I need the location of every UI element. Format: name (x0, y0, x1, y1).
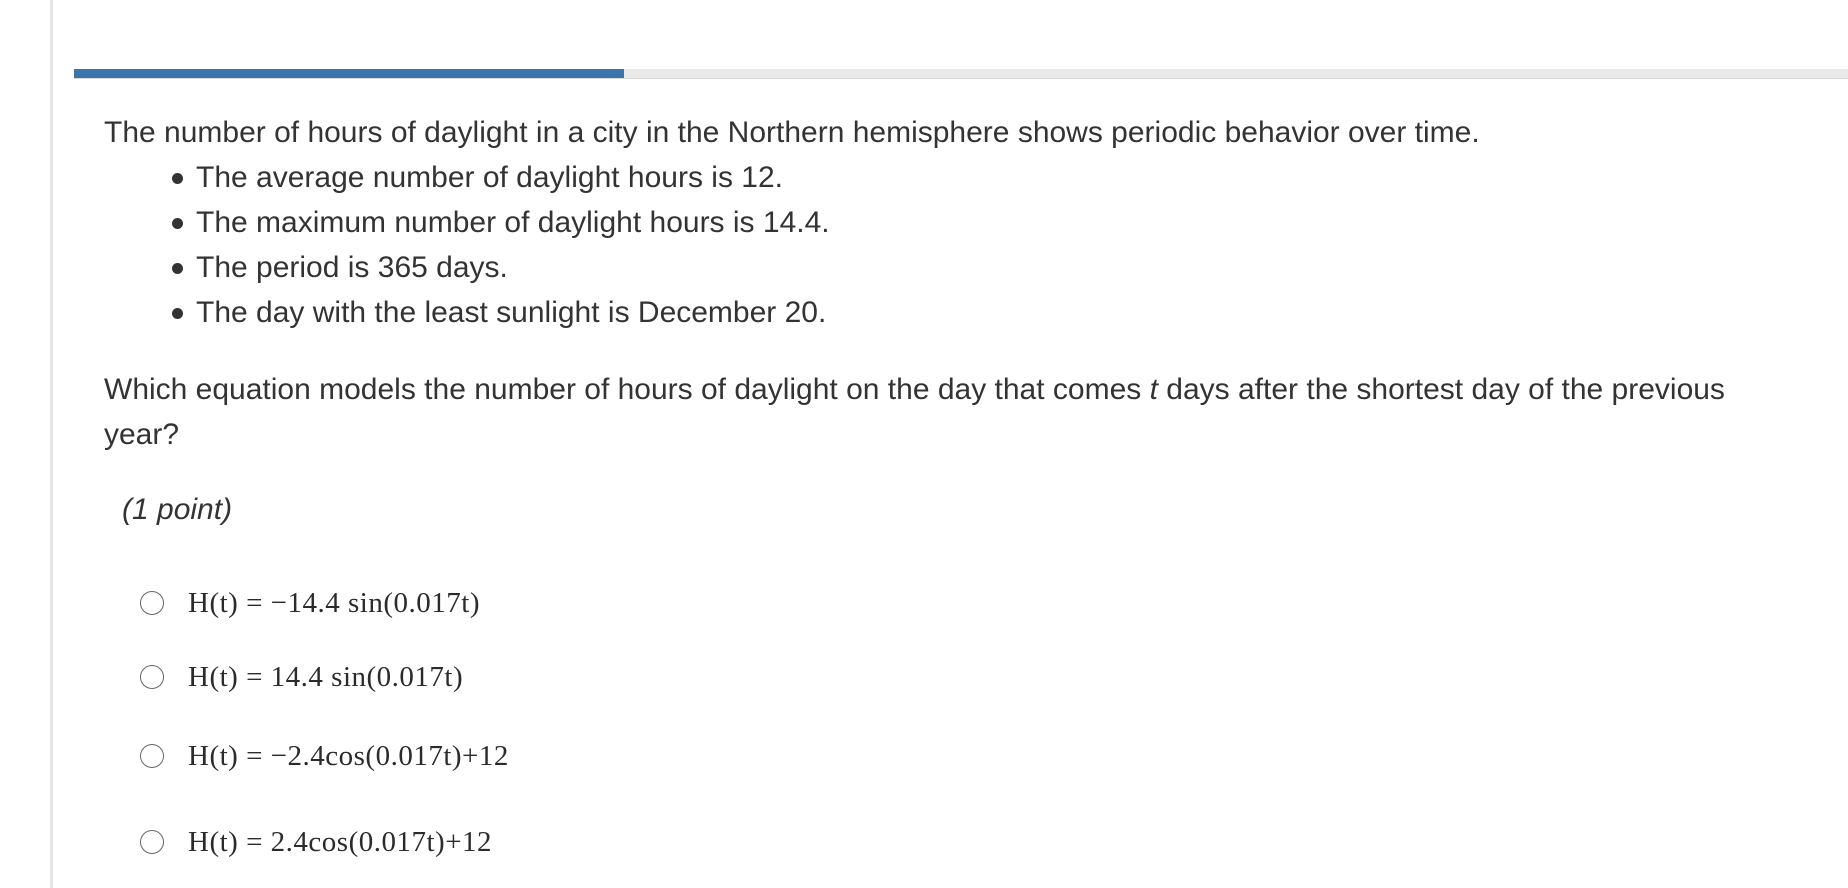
point-value: (1 point) (122, 493, 233, 526)
fact-text: The period is 365 days. (196, 251, 508, 284)
fact-item (196, 155, 1804, 200)
question-block (104, 110, 1804, 532)
answer-option-1[interactable] (140, 583, 480, 623)
radio-button[interactable] (140, 591, 164, 615)
page-left-border (50, 0, 53, 888)
fact-text: The average number of daylight hours is 12. (196, 161, 784, 194)
progress-bar (74, 69, 1848, 79)
prompt-text-start: Which equation models the number of hours of daylight on the day that comes (104, 373, 1150, 406)
radio-button[interactable] (140, 744, 164, 768)
option-formula: H(t) = −2.4cos(0.017t)+12 (188, 739, 509, 772)
facts-list (104, 155, 1804, 335)
option-formula: H(t) = 2.4cos(0.017t)+12 (188, 825, 493, 858)
bullet-icon (172, 218, 183, 229)
question-prompt (104, 367, 1804, 457)
fact-item (196, 245, 1804, 290)
radio-button[interactable] (140, 830, 164, 854)
bullet-icon (172, 308, 183, 319)
question-intro: The number of hours of daylight in a city in the Northern hemisphere shows periodic behavior over time. (104, 116, 1480, 149)
answer-option-3[interactable] (140, 736, 509, 776)
option-formula: H(t) = −14.4 sin(0.017t) (188, 586, 480, 619)
progress-bar-fill (74, 69, 624, 78)
fact-item (196, 290, 1804, 335)
fact-text: The day with the least sunlight is December 20. (196, 296, 827, 329)
option-formula: H(t) = 14.4 sin(0.017t) (188, 660, 464, 693)
prompt-text-end: days after the shortest day of the previous year? (104, 373, 1725, 451)
radio-button[interactable] (140, 665, 164, 689)
fact-text: The maximum number of daylight hours is 14.4. (196, 206, 830, 239)
answer-option-2[interactable] (140, 657, 463, 697)
fact-item (196, 200, 1804, 245)
bullet-icon (172, 263, 183, 274)
bullet-icon (172, 173, 183, 184)
answer-option-4[interactable] (140, 822, 492, 862)
prompt-variable: t (1149, 373, 1158, 406)
